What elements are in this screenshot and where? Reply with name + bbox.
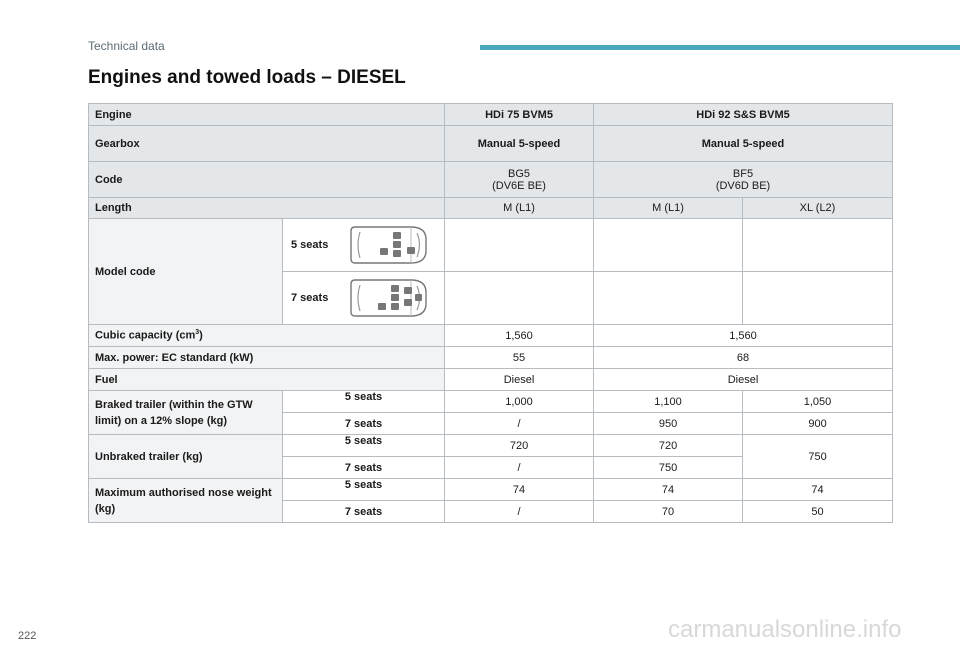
gearbox-row [89, 126, 893, 162]
code-value-1-line-1: BG5 [508, 167, 531, 180]
fuel-value-2: Diesel [594, 369, 893, 391]
model-code-5-seats-value-2 [594, 219, 743, 272]
cubic-capacity-value-1: 1,560 [445, 325, 594, 347]
length-label: Length [89, 198, 445, 219]
code-value-2-line-1: BF5 [732, 167, 754, 180]
max-power-value-2: 68 [594, 347, 893, 369]
unbraked-trailer-7-seats-value-2: 750 [594, 457, 743, 479]
unbraked-trailer-5-seats-label: 5 seats [283, 435, 445, 457]
braked-trailer-7-seats-value-3: 900 [743, 413, 893, 435]
code-value-1 [445, 162, 594, 198]
model-code-7-seats-cell [283, 272, 445, 325]
engine-value-1: HDi 75 BVM5 [445, 104, 594, 126]
engine-label: Engine [89, 104, 445, 126]
nose-weight-7-seats-value-2: 70 [594, 501, 743, 523]
nose-weight-5-seats-value-2: 74 [594, 479, 743, 501]
cubic-capacity-label-text: Cubic capacity (cm [95, 329, 196, 342]
page-number: 222 [18, 630, 37, 642]
max-power-value-1: 55 [445, 347, 594, 369]
model-code-7-seats-label: 7 seats [291, 292, 329, 304]
fuel-label: Fuel [89, 369, 445, 391]
code-value-1-line-2: (DV6E BE) [492, 179, 546, 192]
unbraked-trailer-7-seats-value-1: / [445, 457, 594, 479]
braked-trailer-7-seats-value-2: 950 [594, 413, 743, 435]
model-code-7-seats-value-3 [743, 272, 893, 325]
model-code-5-seats-value-1 [445, 219, 594, 272]
unbraked-trailer-5-seats-value-1: 720 [445, 435, 594, 457]
gearbox-label: Gearbox [89, 126, 445, 162]
unbraked-trailer-label: Unbraked trailer (kg) [89, 435, 283, 479]
cubic-capacity-value-2: 1,560 [594, 325, 893, 347]
fuel-row [89, 369, 893, 391]
model-code-5-seats-cell [283, 219, 445, 272]
model-code-label: Model code [89, 219, 283, 325]
engines-towed-loads-table [88, 103, 893, 523]
braked-trailer-label: Braked trailer (within the GTW limit) on a 12% slope (kg) [89, 391, 283, 435]
engine-value-2: HDi 92 S&S BVM5 [594, 104, 893, 126]
model-code-5-seats-label: 5 seats [291, 239, 329, 251]
model-code-7-seats-value-1 [445, 272, 594, 325]
nose-weight-7-seats-value-1: / [445, 501, 594, 523]
page-title: Engines and towed loads – DIESEL [88, 67, 406, 88]
nose-weight-5-seats-value-3: 74 [743, 479, 893, 501]
braked-trailer-5-seats-value-3: 1,050 [743, 391, 893, 413]
code-value-2-line-2: (DV6D BE) [715, 179, 771, 192]
length-value-2: M (L1) [594, 198, 743, 219]
nose-weight-row-5-seats [89, 479, 893, 501]
cubic-capacity-row [89, 325, 893, 347]
length-row [89, 198, 893, 219]
unbraked-trailer-shared-value: 750 [743, 435, 893, 479]
gearbox-value-2: Manual 5-speed [594, 126, 893, 162]
van-7-seats-icon [349, 277, 429, 319]
code-label: Code [89, 162, 445, 198]
nose-weight-7-seats-label: 7 seats [283, 501, 445, 523]
cubic-capacity-unit-sup: 3 [195, 329, 200, 337]
van-5-seats-icon [349, 224, 429, 266]
section-label: Technical data [88, 39, 165, 53]
braked-trailer-5-seats-value-2: 1,100 [594, 391, 743, 413]
model-code-5-seats-value-3 [743, 219, 893, 272]
nose-weight-7-seats-value-3: 50 [743, 501, 893, 523]
braked-trailer-7-seats-value-1: / [445, 413, 594, 435]
unbraked-trailer-row-5-seats [89, 435, 893, 457]
code-row [89, 162, 893, 198]
unbraked-trailer-5-seats-value-2: 720 [594, 435, 743, 457]
braked-trailer-5-seats-value-1: 1,000 [445, 391, 594, 413]
fuel-value-1: Diesel [445, 369, 594, 391]
unbraked-trailer-7-seats-label: 7 seats [283, 457, 445, 479]
cubic-capacity-label [89, 325, 445, 347]
watermark: carmanualsonline.info [668, 616, 902, 643]
max-power-row [89, 347, 893, 369]
braked-trailer-row-5-seats [89, 391, 893, 413]
nose-weight-5-seats-value-1: 74 [445, 479, 594, 501]
braked-trailer-7-seats-label: 7 seats [283, 413, 445, 435]
cubic-capacity-label-end: ) [199, 329, 203, 342]
model-code-7-seats-value-2 [594, 272, 743, 325]
max-power-label: Max. power: EC standard (kW) [89, 347, 445, 369]
model-code-row-5-seats [89, 219, 893, 272]
code-value-2 [594, 162, 893, 198]
length-value-3: XL (L2) [743, 198, 893, 219]
length-value-1: M (L1) [445, 198, 594, 219]
header-accent-bar [480, 45, 960, 50]
nose-weight-5-seats-label: 5 seats [283, 479, 445, 501]
braked-trailer-5-seats-label: 5 seats [283, 391, 445, 413]
engine-row [89, 104, 893, 126]
nose-weight-label: Maximum authorised nose weight (kg) [89, 479, 283, 523]
gearbox-value-1: Manual 5-speed [445, 126, 594, 162]
